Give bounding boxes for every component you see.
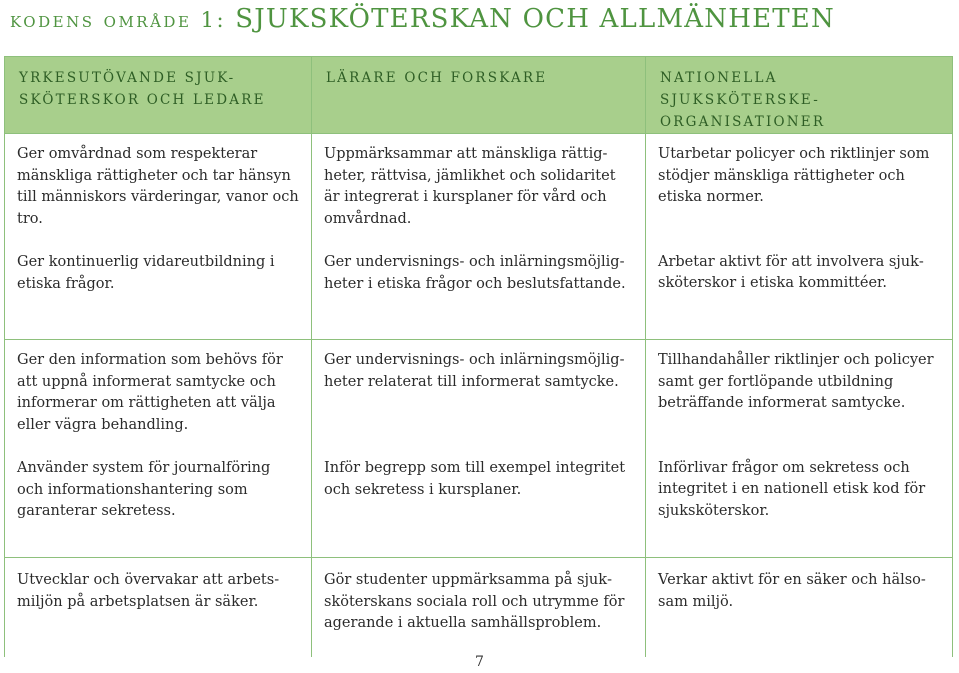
table-cell <box>312 558 646 657</box>
column-header-line: LÄRARE OCH FORSKARE <box>326 70 548 86</box>
cell-paragraph: Ger den information som behövs för att uppnå informerat samtycke och informerar om rättigheten att välja eller vägra behandling. <box>17 352 283 433</box>
table-cell <box>5 340 312 558</box>
column-header-educators <box>312 57 646 134</box>
table-row <box>5 134 953 340</box>
cell-paragraph: Ger undervisnings- och inlärningsmöjligheter relaterat till informerat samtycke. <box>324 352 625 390</box>
column-header-line: YRKESUTÖVANDE SJUK- <box>19 70 236 86</box>
table-cell <box>312 134 646 340</box>
cell-paragraph: Använder system för journalföring och informationshantering som garanterar sekretess. <box>17 460 271 519</box>
column-header-organisations <box>646 57 953 134</box>
table-row <box>5 340 953 558</box>
cell-paragraph: Arbetar aktivt för att involvera sjuksköterskor i etiska kommittéer. <box>658 253 924 291</box>
table-row <box>5 558 953 657</box>
cell-paragraph: Tillhandahåller riktlinjer och policyer samt ger fortlöpande utbildning beträffande informerat samtycke. <box>658 352 934 411</box>
table-cell <box>5 134 312 340</box>
header-row <box>5 57 953 134</box>
page-title <box>10 4 835 34</box>
cell-paragraph: Inför begrepp som till exempel integritet och sekretess i kursplaner. <box>324 460 626 498</box>
table-cell <box>5 558 312 657</box>
cell-paragraph: Verkar aktivt för en säker och hälsosam miljö. <box>658 572 926 610</box>
table-cell <box>646 134 953 340</box>
cell-paragraph: Införlivar frågor om sekretess och integritet i en nationell etisk kod för sjuksköterskor. <box>658 459 926 519</box>
table-cell <box>646 558 953 657</box>
column-header-line: ORGANISATIONER <box>660 114 826 130</box>
cell-paragraph: Ger undervisnings- och inlärningsmöjligheter i etiska frågor och beslutsfattande. <box>324 254 626 292</box>
cell-paragraph: Gör studenter uppmärksamma på sjuksköterskans sociala roll och utrymme för agerande i aktuella samhällsproblem. <box>324 572 625 631</box>
page-number: 7 <box>475 654 484 670</box>
cell-paragraph: Ger omvårdnad som respekterar mänskliga rättigheter och tar hänsyn till människors värderingar, vanor och tro. <box>17 146 299 227</box>
column-header-practitioners <box>5 57 312 134</box>
table-cell <box>646 340 953 558</box>
cell-paragraph: Ger kontinuerlig vidareutbildning i etiska frågor. <box>17 254 275 292</box>
cell-paragraph: Utarbetar policyer och riktlinjer som stödjer mänskliga rättigheter och etiska normer. <box>658 146 930 205</box>
page-title-prefix: kodens område 1: <box>10 8 227 32</box>
cell-paragraph: Utvecklar och övervakar att arbetsmiljön på arbetsplatsen är säker. <box>17 572 280 610</box>
responsibility-table <box>4 56 953 657</box>
table-cell <box>312 340 646 558</box>
cell-paragraph: Uppmärksammar att mänskliga rättigheter, rättvisa, jämlikhet och solidaritet är integrerat i kursplaner för vård och omvårdnad. <box>324 146 616 227</box>
page-title-main: SJUKSKÖTERSKAN OCH ALLMÄNHETEN <box>235 4 835 34</box>
column-header-line: SKÖTERSKOR OCH LEDARE <box>19 92 266 108</box>
column-header-line: NATIONELLA SJUKSKÖTERSKE- <box>660 70 820 108</box>
